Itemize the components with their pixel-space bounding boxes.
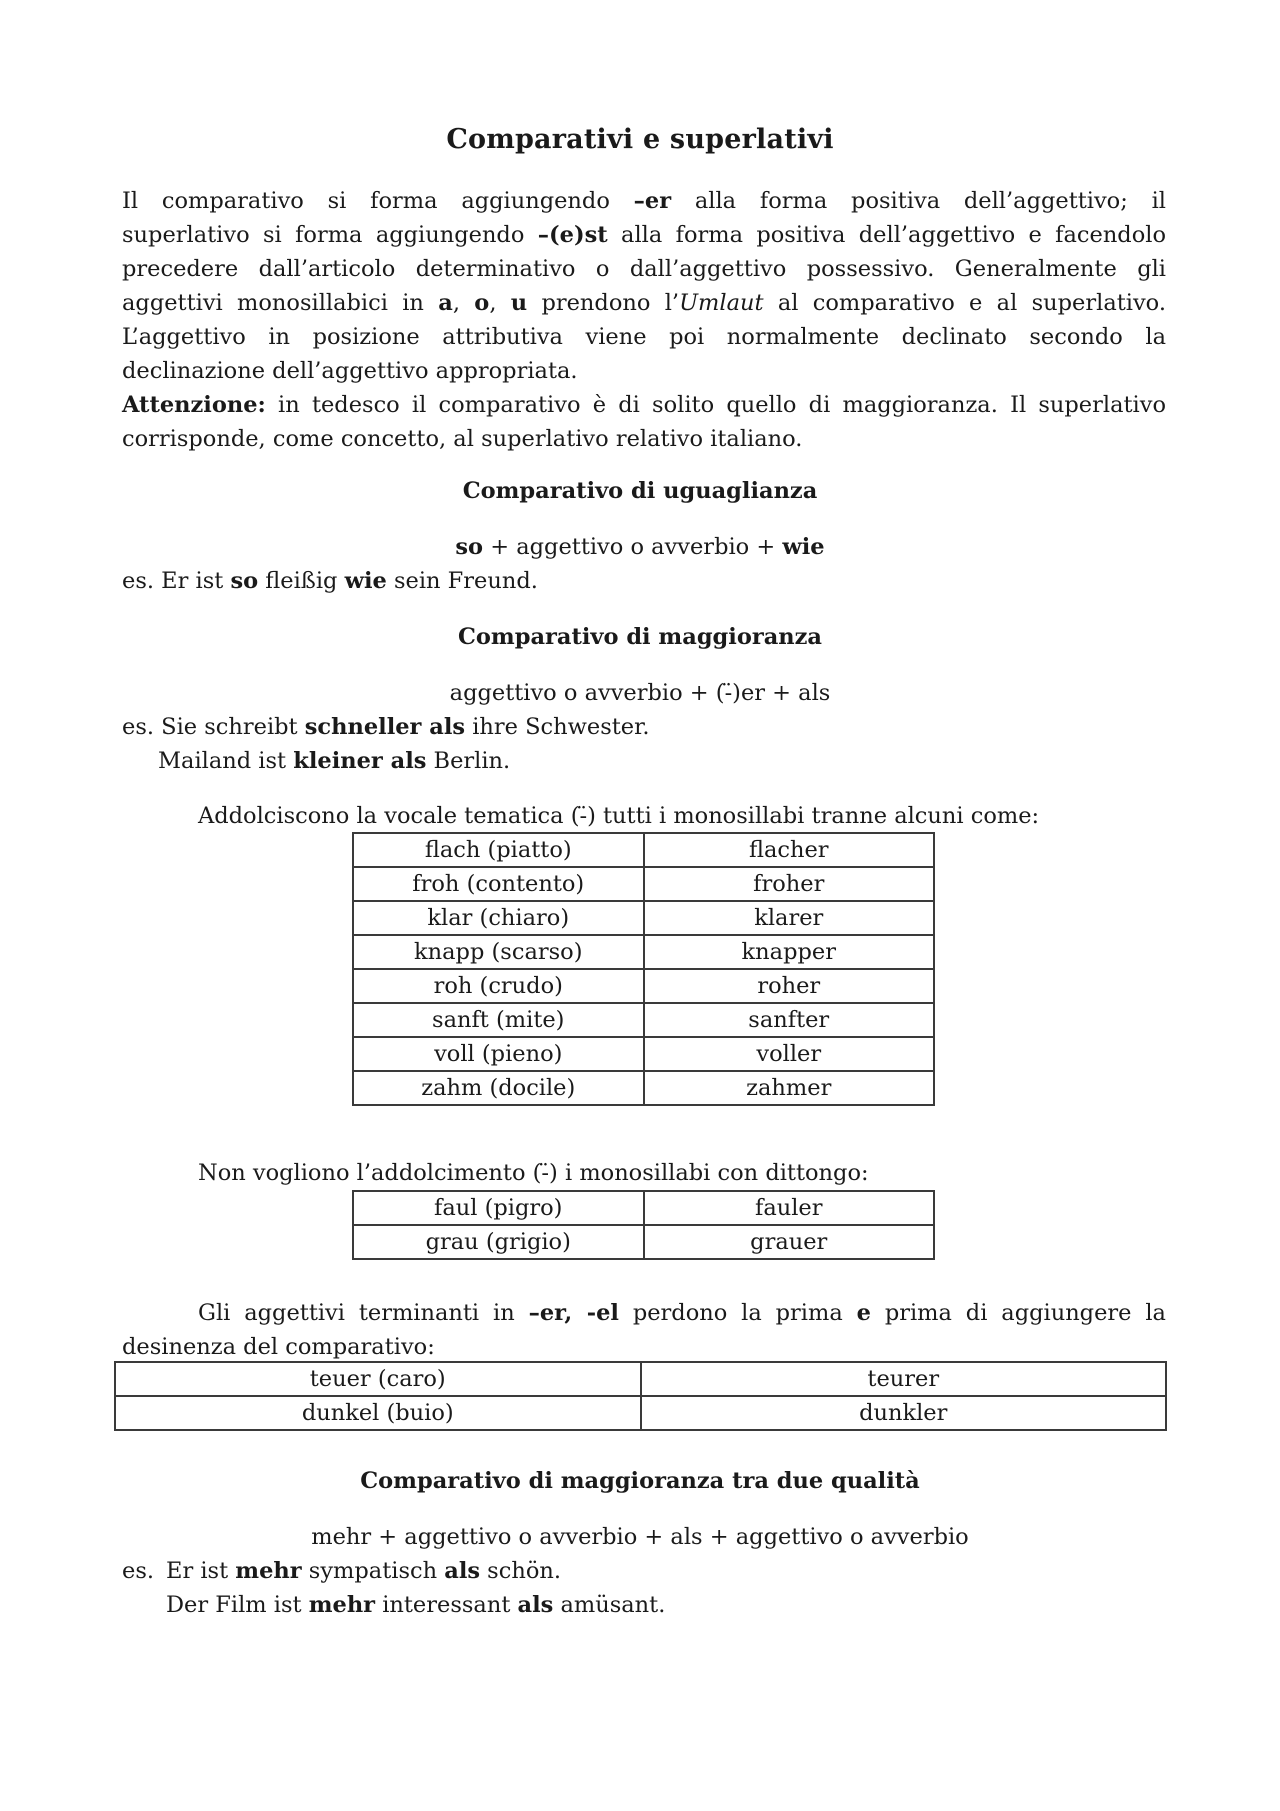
example-due-qualita-2: Der Film ist mehr interessant als amüsant. xyxy=(166,1592,666,1618)
formula-due-qualita: mehr + aggettivo o avverbio + als + aggettivo o avverbio xyxy=(311,1524,969,1550)
er-el-line: Gli aggettivi terminanti in –er, -el perdono la prima e prima di aggiungere la xyxy=(198,1300,1166,1326)
intro-line: superlativo si forma aggiungendo –(e)st alla forma positiva dell’aggettivo e facendolo xyxy=(122,222,1166,248)
exceptions-table xyxy=(352,832,935,1106)
page-title: Comparativi e superlativi xyxy=(446,124,834,155)
umlaut-term: Umlaut xyxy=(679,290,764,316)
attention-label: Attenzione: xyxy=(122,392,266,418)
er-el-table xyxy=(114,1361,1167,1431)
er-el-paragraph xyxy=(122,1296,1166,1364)
er-el-line: desinenza del comparativo: xyxy=(122,1334,435,1360)
table-row: sanft (mite) sanfter xyxy=(353,1003,934,1037)
suffix-est: –(e)st xyxy=(537,222,608,248)
diphthong-table xyxy=(352,1190,935,1260)
table-row: froh (contento) froher xyxy=(353,867,934,901)
table-row: teuer (caro) teurer xyxy=(115,1362,1166,1396)
intro-line: L’aggettivo in posizione attributiva viene poi normalmente declinato secondo la xyxy=(122,324,1166,350)
table-row: voll (pieno) voller xyxy=(353,1037,934,1071)
example-maggioranza-2: Mailand ist kleiner als Berlin. xyxy=(158,748,511,774)
table-row: knapp (scarso) knapper xyxy=(353,935,934,969)
table-row: grau (grigio) grauer xyxy=(353,1225,934,1259)
suffix-er: –er xyxy=(633,188,672,214)
heading-uguaglianza: Comparativo di uguaglianza xyxy=(462,478,818,504)
heading-due-qualita: Comparativo di maggioranza tra due qualità xyxy=(360,1468,920,1494)
formula-uguaglianza: so + aggettivo o avverbio + wie xyxy=(455,534,825,560)
intro-paragraph xyxy=(122,184,1166,456)
intro-line: aggettivi monosillabici in a, o, u prendono l’Umlaut al comparativo e al superlativo. xyxy=(122,290,1166,316)
example-maggioranza-1: es. Sie schreibt schneller als ihre Schwester. xyxy=(122,714,650,740)
table-row: flach (piatto) flacher xyxy=(353,833,934,867)
intro-line: precedere dall’articolo determinativo o dall’aggettivo possessivo. Generalmente gli xyxy=(122,256,1166,282)
diphthong-intro: Non vogliono l’addolcimento (-̈) i monosillabi con dittongo: xyxy=(198,1160,869,1186)
intro-line: Il comparativo si forma aggiungendo –er alla forma positiva dell’aggettivo; il xyxy=(122,188,1166,214)
attention-line: Attenzione: in tedesco il comparativo è di solito quello di maggioranza. Il superlativo xyxy=(122,392,1166,418)
table-row: faul (pigro) fauler xyxy=(353,1191,934,1225)
table-row: zahm (docile) zahmer xyxy=(353,1071,934,1105)
table-row: klar (chiaro) klarer xyxy=(353,901,934,935)
attention-line: corrisponde, come concetto, al superlativo relativo italiano. xyxy=(122,426,803,452)
exceptions-intro: Addolciscono la vocale tematica (-̈) tutti i monosillabi tranne alcuni come: xyxy=(198,803,1040,829)
formula-maggioranza: aggettivo o avverbio + (-̈)er + als xyxy=(449,680,831,706)
example-due-qualita-1: es. Er ist mehr sympatisch als schön. xyxy=(122,1558,562,1584)
example-uguaglianza: es. Er ist so fleißig wie sein Freund. xyxy=(122,568,538,594)
heading-maggioranza: Comparativo di maggioranza xyxy=(458,624,822,650)
table-row: dunkel (buio) dunkler xyxy=(115,1396,1166,1430)
intro-line: declinazione dell’aggettivo appropriata. xyxy=(122,358,578,384)
table-row: roh (crudo) roher xyxy=(353,969,934,1003)
